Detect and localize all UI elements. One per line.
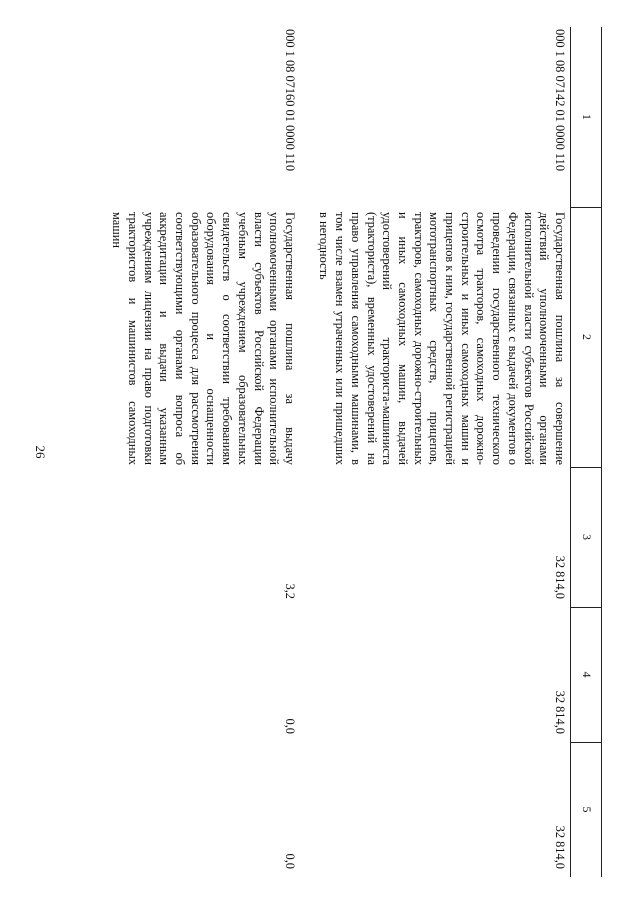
rotated-table-frame	[70, 27, 602, 877]
column-header-4: 4	[580, 671, 594, 678]
column-header-1: 1	[580, 114, 594, 120]
revenue-description: Государственная пошлина за выдачу уполномоченными органами исполнительной власти субъектов Российской Федерации учебным учреждением образовательных свидетельств о соответствии требованиям оборудования и оснащенности образовательного процесса для рассмотрения соответствующими органами вопроса об аккредитации и выдачи указанным учреждениям лицензии на право подготовки трактористов и машинистов самоходных машин	[110, 212, 297, 465]
value-column-4: 0,0	[283, 718, 297, 734]
budget-code: 000 1 08 07160 01 0000 110	[283, 29, 297, 172]
value-column-4: 32 814,0	[553, 690, 567, 734]
revenue-table	[70, 27, 602, 877]
value-column-5: 32 814,0	[553, 825, 567, 869]
column-header-2: 2	[580, 334, 594, 340]
budget-code: 000 1 08 07142 01 0000 110	[553, 29, 567, 172]
value-column-3: 32 814,0	[553, 555, 567, 599]
column-header-5: 5	[580, 806, 594, 813]
value-column-5: 0,0	[283, 853, 297, 869]
value-column-3: 3,2	[283, 583, 297, 599]
table-row	[70, 27, 301, 877]
column-header-3: 3	[580, 534, 594, 540]
page-number: 26	[33, 445, 48, 459]
table-row	[301, 27, 571, 877]
revenue-description: Государственная пошлина за совершение действий уполномоченными органами исполнительной власти субъектов Российской Федерации, связанных с выдачей документов о проведении государственного технического осмотра тракторов, самоходных дорожно-строительных и иных самоходных машин и прицепов к ним, государственной регистрацией мототранспортных средств, прицепов, тракторов, самоходных дорожно-строительных и иных самоходных машин, выдачей удостоверений тракториста-машиниста (тракториста), временных удостоверений на право управления самоходными машинами, в том числе взамен утраченных или пришедших в негодность	[317, 212, 567, 465]
